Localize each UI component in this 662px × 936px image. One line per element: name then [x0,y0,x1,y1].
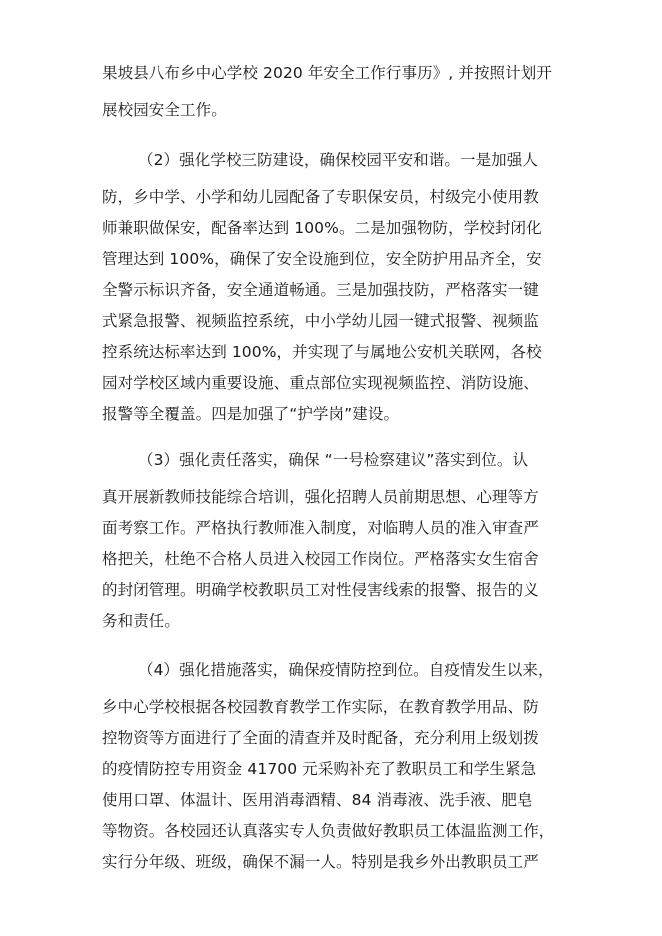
text-line: 乡中心学校根据各校园教育教学工作实际，在教育教学用品、防 [102,698,539,716]
text-line: 果坡县八布乡中心学校 2020 年安全工作行事历》, 并按照计划开 [102,64,552,82]
paragraph-2-first-line: （2）强化学校三防建设，确保校园平安和谐。一是加强人 [138,151,538,169]
text-line: 园对学校区域内重要设施、重点部位实现视频监控、消防设施、 [102,374,539,392]
text-line: 真开展新教师技能综合培训，强化招聘人员前期思想、心理等方 [102,488,539,506]
text-line: 师兼职做保安，配备率达到 100%。二是加强物防，学校封闭化 [102,219,542,237]
text-line: 防，乡中学、小学和幼儿园配备了专职保安员，村级完小使用教 [102,188,539,206]
paragraph-4-first-line: （4）强化措施落实，确保疫情防控到位。自疫情发生以来， [138,661,554,679]
text-line: 管理达到 100%，确保了安全设施到位，安全防护用品齐全，安 [102,250,542,268]
text-line: 全警示标识齐备，安全通道畅通。三是加强技防，严格落实一键 [102,281,539,299]
text-line: 格把关，杜绝不合格人员进入校园工作岗位。严格落实女生宿舍 [102,550,539,568]
text-line: 展校园安全工作。 [102,101,227,119]
text-line: 面考察工作。严格执行教师准入制度，对临聘人员的准入审查严 [102,519,539,537]
text-line: 实行分年级、班级，确保不漏一人。特别是我乡外出教职员工严 [102,853,539,871]
text-line: 务和责任。 [102,612,181,630]
paragraph-3-first-line: （3）强化责任落实，确保 “一号检察建议”落实到位。认 [138,451,529,469]
text-line: 的封闭管理。明确学校教职员工对性侵害线索的报警、报告的义 [102,581,539,599]
text-line: 使用口罩、体温计、医用消毒酒精、84 消毒液、洗手液、肥皂 [102,791,533,809]
text-line: 式紧急报警、视频监控系统，中小学幼儿园一键式报警、视频监 [102,312,539,330]
text-line: 控系统达标率达到 100%，并实现了与属地公安机关联网，各校 [102,343,542,361]
text-line: 等物资。各校园还认真落实专人负责做好教职员工体温监测工作， [102,822,555,840]
text-line: 控物资等方面进行了全面的清查并及时配备，充分利用上级划拨 [102,729,539,747]
text-line: 报警等全覆盖。四是加强了“护学岗”建设。 [102,405,400,423]
text-line: 的疫情防控专用资金 41700 元采购补充了教职员工和学生紧急 [102,760,537,778]
